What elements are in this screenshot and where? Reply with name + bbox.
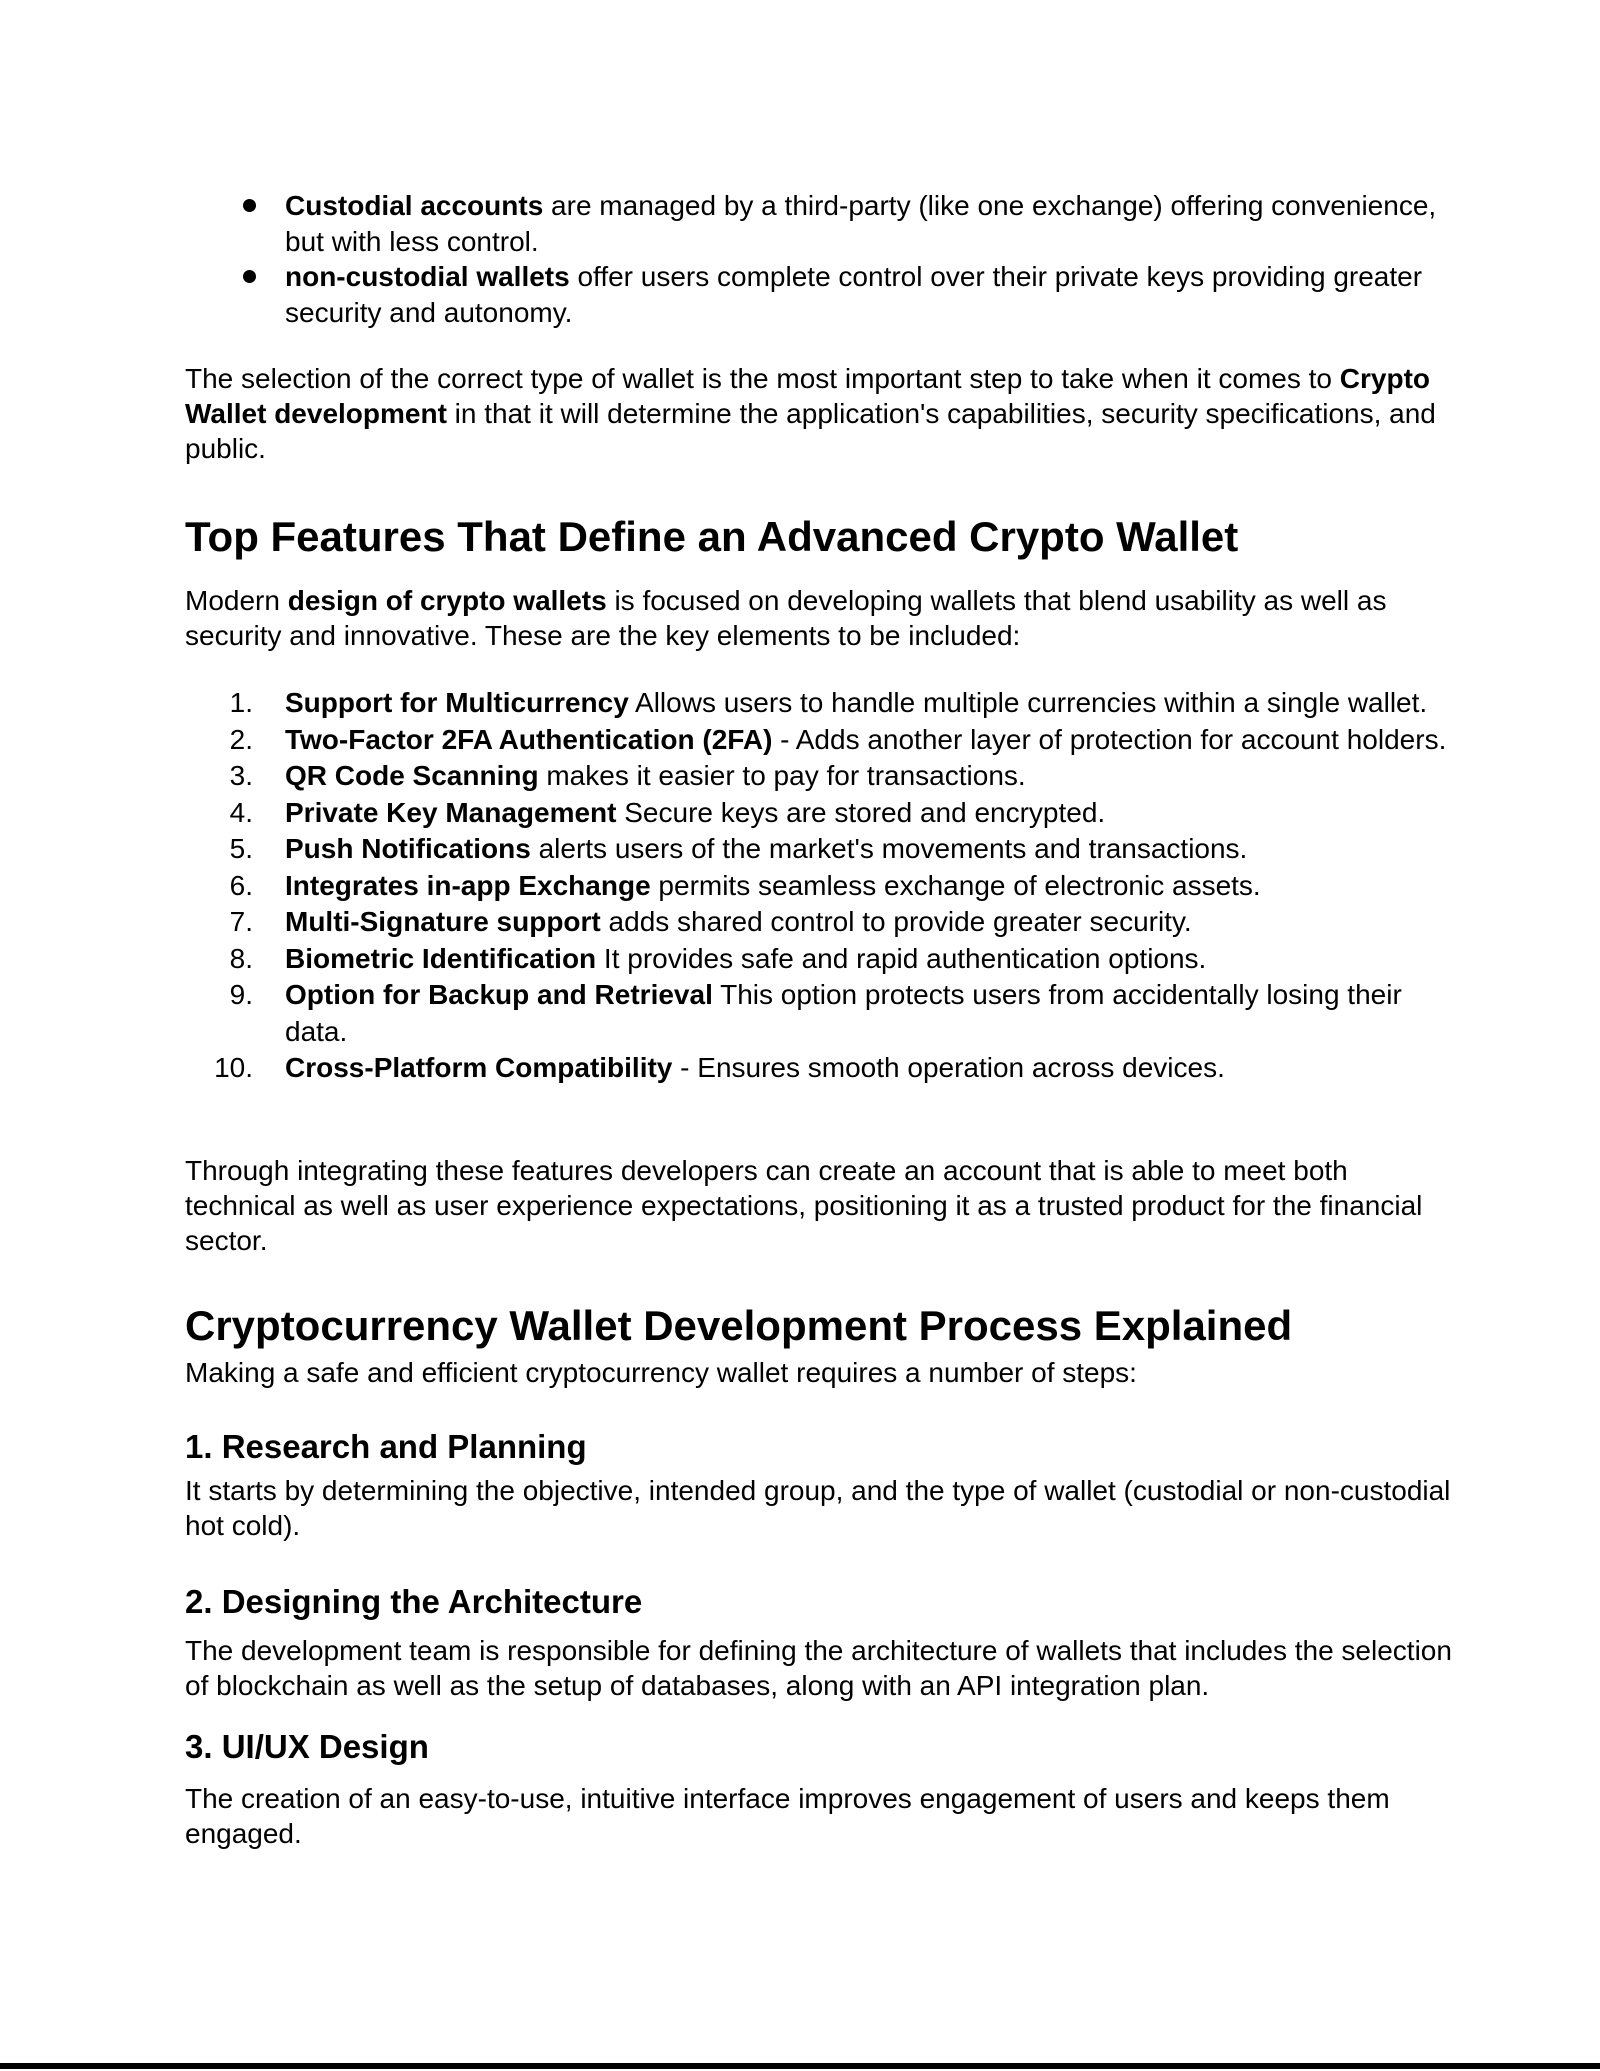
feature-text: It provides safe and rapid authentication options. (596, 942, 1207, 974)
paragraph-modern-design (185, 583, 1465, 653)
feature-item (214, 1050, 1465, 1087)
heading-top-features: Top Features That Define an Advanced Crypto Wallet (185, 513, 1239, 560)
feature-item (229, 904, 1465, 941)
feature-lead: Support for Multicurrency (285, 687, 629, 718)
list-number: 2. (229, 723, 253, 755)
feature-item (229, 722, 1465, 759)
list-item-lead: non-custodial wallets (285, 261, 570, 292)
list-number: 7. (229, 906, 253, 937)
bullet-icon (243, 270, 256, 283)
feature-lead: Two-Factor 2FA Authentication (2FA) (285, 723, 773, 755)
list-item-custodial (285, 188, 1465, 259)
feature-text: Allows users to handle multiple currencies within a single wallet. (628, 687, 1428, 718)
feature-item (229, 685, 1465, 722)
subheading-uiux-design: 3. UI/UX Design (185, 1728, 429, 1765)
list-number: 3. (229, 760, 253, 791)
list-number: 1. (229, 687, 253, 718)
list-number: 8. (229, 942, 253, 974)
page-break-divider (0, 2063, 1600, 2069)
list-item-text: offer users complete control over their private keys providing greater security and autonomy. (285, 261, 1423, 328)
feature-lead: Private Key Management (285, 796, 617, 828)
paragraph-bold-segment: Crypto Wallet development (185, 363, 1431, 429)
subheading-designing-architecture: 2. Designing the Architecture (185, 1583, 643, 1620)
feature-item (229, 941, 1465, 978)
wallet-types-list (285, 188, 1465, 330)
list-number: 10. (214, 1052, 253, 1083)
feature-lead: Multi-Signature support (285, 906, 601, 937)
paragraph-bold-segment: design of crypto wallets (287, 585, 607, 616)
paragraph-making-safe: Making a safe and efficient cryptocurrency wallet requires a number of steps: (185, 1357, 1137, 1388)
feature-text: alerts users of the market's movements and transactions. (530, 833, 1248, 864)
feature-lead: Integrates in-app Exchange (285, 869, 651, 901)
paragraph-wallet-selection (185, 361, 1465, 466)
feature-text: makes it easier to pay for transactions. (538, 760, 1026, 791)
feature-item (229, 868, 1465, 905)
paragraph-designing-architecture: The development team is responsible for defining the architecture of wallets that includes the selection of blockchain as well as the setup of databases, along with an API integration plan. (185, 1635, 1452, 1701)
feature-lead: Push Notifications (285, 833, 531, 864)
bullet-icon (243, 199, 256, 212)
feature-lead: Option for Backup and Retrieval (285, 979, 713, 1010)
feature-item (229, 977, 1465, 1050)
feature-lead: Biometric Identification (285, 942, 597, 974)
list-number: 9. (229, 979, 253, 1010)
feature-text: - Ensures smooth operation across devices. (672, 1052, 1225, 1083)
feature-text: adds shared control to provide greater security. (600, 906, 1192, 937)
list-number: 4. (229, 796, 253, 828)
paragraph-segment: Modern (185, 585, 288, 616)
list-number: 6. (229, 869, 253, 901)
paragraph-uiux-design: The creation of an easy-to-use, intuitive interface improves engagement of users and keeps them engaged. (185, 1783, 1390, 1849)
features-list (214, 685, 1465, 1087)
paragraph-segment: The selection of the correct type of wallet is the most important step to take when it comes to (185, 363, 1340, 394)
feature-item (229, 758, 1465, 795)
list-item-non-custodial (285, 259, 1465, 330)
paragraph-research-planning: It starts by determining the objective, intended group, and the type of wallet (custodial or non-custodial hot cold). (185, 1475, 1451, 1541)
paragraph-segment: is focused on developing wallets that blend usability as well as security and innovative. These are the key elements to be included: (185, 585, 1387, 651)
paragraph-segment: in that it will determine the application's capabilities, security specifications, and public. (185, 398, 1436, 464)
feature-item (229, 795, 1465, 832)
feature-lead: QR Code Scanning (285, 760, 539, 791)
feature-text: Secure keys are stored and encrypted. (616, 796, 1106, 828)
list-item-text: are managed by a third-party (like one exchange) offering convenience, but with less control. (285, 190, 1437, 257)
feature-text: permits seamless exchange of electronic assets. (650, 869, 1261, 901)
list-number: 5. (229, 833, 253, 864)
list-item-lead: Custodial accounts (285, 190, 544, 221)
feature-item (229, 831, 1465, 868)
feature-lead: Cross-Platform Compatibility (285, 1052, 673, 1083)
feature-text: - Adds another layer of protection for account holders. (772, 723, 1447, 755)
paragraph-through-integrating: Through integrating these features developers can create an account that is able to meet both technical as well as user experience expectations, positioning it as a trusted product for the financial sector. (185, 1155, 1423, 1256)
heading-development-process: Cryptocurrency Wallet Development Process Explained (185, 1302, 1293, 1349)
feature-text: This option protects users from accidentally losing their data. (285, 979, 1402, 1047)
subheading-research-planning: 1. Research and Planning (185, 1428, 587, 1465)
